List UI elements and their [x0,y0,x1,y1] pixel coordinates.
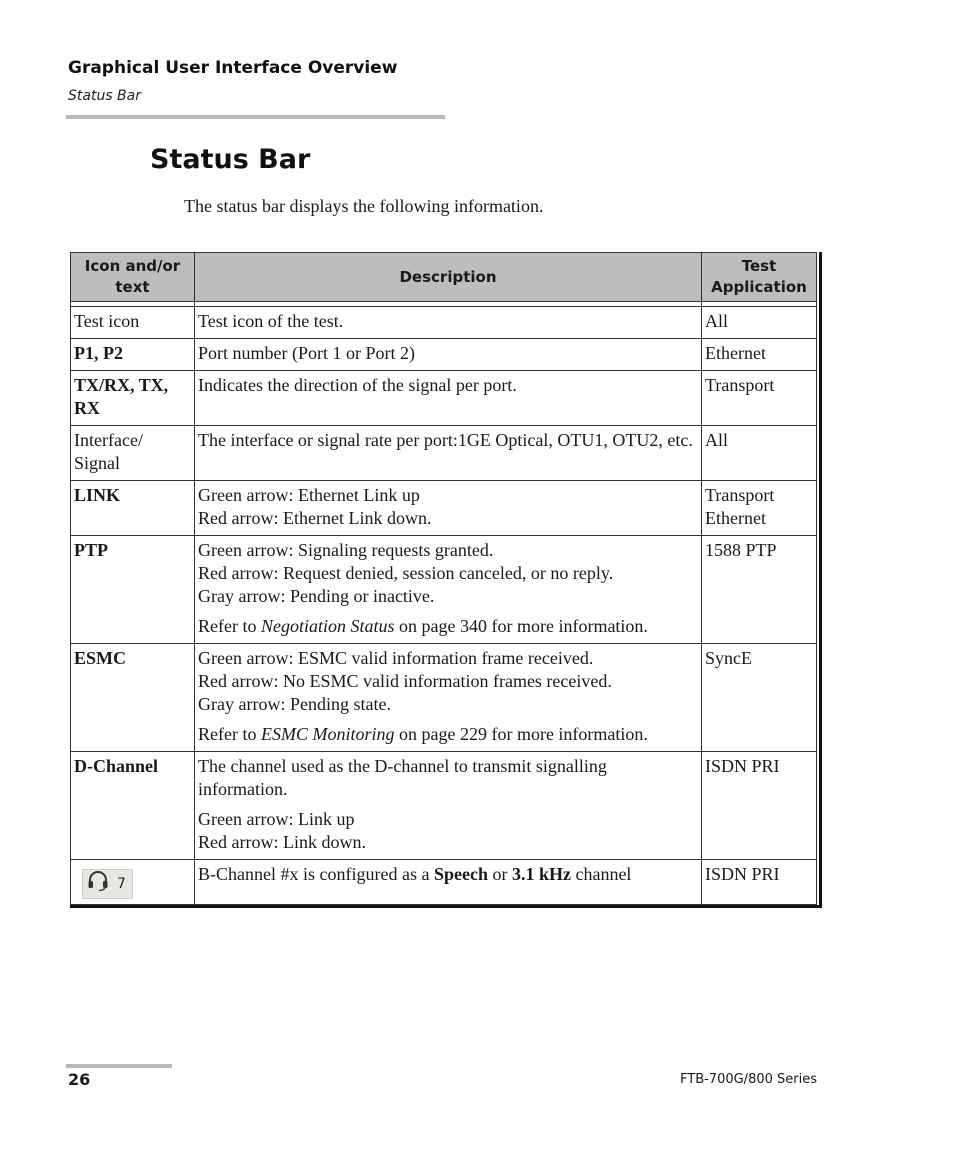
row-application: ISDN PRI [702,752,817,860]
desc-line: Red arrow: No ESMC valid information frames received. [198,671,612,691]
desc-line: Green arrow: Signaling requests granted. [198,540,494,560]
table-header-row [71,253,817,302]
row-description [195,536,702,644]
desc-line: Green arrow: ESMC valid information frame received. [198,648,594,668]
reference-link[interactable]: Negotiation Status [260,616,395,636]
running-header-subtitle: Status Bar [68,88,142,104]
table-row [71,536,817,644]
b-channel-number: 7 [117,875,126,892]
desc-line: Gray arrow: Pending or inactive. [198,586,435,606]
row-application: SyncE [702,644,817,752]
table-row [71,752,817,860]
row-description [195,426,702,481]
table-row [71,371,817,426]
header-test-application: Test Application [702,253,817,302]
b-channel-status-icon [82,869,133,899]
desc-paragraph [198,808,698,854]
status-bar-table [70,252,822,908]
desc-line: Gray arrow: Pending state. [198,694,391,714]
ref-suffix: on page 340 for more information. [394,616,648,636]
desc-line: Test icon of the test. [198,311,344,331]
product-series: FTB-700G/800 Series [680,1072,817,1087]
row-icon-text: Interface/ Signal [71,426,195,481]
row-icon-text: ESMC [71,644,195,752]
header-description: Description [195,253,702,302]
desc-paragraph [198,647,698,716]
desc-line: Green arrow: Link up [198,809,355,829]
row-application: 1588 PTP [702,536,817,644]
running-header-title: Graphical User Interface Overview [68,58,398,78]
desc-paragraph [198,539,698,608]
row-description [195,371,702,426]
row-icon-cell [71,860,195,905]
row-description [195,752,702,860]
row-icon-text: LINK [71,481,195,536]
desc-line: Indicates the direction of the signal per port. [198,375,517,395]
row-description [195,644,702,752]
row-icon-text: Test icon [71,307,195,339]
desc-text: B-Channel #x is configured as a [198,864,434,884]
desc-line: Red arrow: Link down. [198,832,366,852]
intro-text: The status bar displays the following information. [184,196,544,216]
table-row [71,426,817,481]
row-application: Transport Ethernet [702,481,817,536]
header-icon-text: Icon and/or text [71,253,195,302]
row-description [195,307,702,339]
khz-term: 3.1 kHz [511,864,571,884]
desc-text: channel [570,864,632,884]
table-row [71,644,817,752]
row-application: ISDN PRI [702,860,817,905]
headset-icon [87,871,109,897]
row-icon-text: TX/RX, TX, RX [71,371,195,426]
ref-prefix: Refer to [198,616,261,636]
row-application: Transport [702,371,817,426]
row-icon-text: PTP [71,536,195,644]
table-row [71,481,817,536]
row-icon-text: D-Channel [71,752,195,860]
reference-paragraph [198,723,698,746]
desc-line: The interface or signal rate per port:1GE Optical, OTU1, OTU2, etc. [198,430,693,450]
ref-prefix: Refer to [198,724,261,744]
row-application: Ethernet [702,339,817,371]
table-row [71,307,817,339]
desc-line: Green arrow: Ethernet Link up [198,485,420,505]
speech-term: Speech [433,864,488,884]
row-description [195,339,702,371]
table-row [71,860,817,905]
row-application: All [702,426,817,481]
reference-paragraph [198,615,698,638]
row-application: All [702,307,817,339]
header-rule [66,115,445,119]
desc-line: The channel used as the D-channel to transmit signalling information. [198,756,607,799]
reference-link[interactable]: ESMC Monitoring [260,724,395,744]
table-row [71,339,817,371]
desc-line: Red arrow: Request denied, session canceled, or no reply. [198,563,614,583]
desc-line: Red arrow: Ethernet Link down. [198,508,432,528]
ref-suffix: on page 229 for more information. [394,724,648,744]
row-description [195,860,702,905]
section-title: Status Bar [150,144,311,175]
desc-line: Port number (Port 1 or Port 2) [198,343,415,363]
desc-text: or [487,864,512,884]
page-number: 26 [68,1070,91,1089]
footer-rule [66,1064,172,1068]
row-icon-text: P1, P2 [71,339,195,371]
row-description [195,481,702,536]
